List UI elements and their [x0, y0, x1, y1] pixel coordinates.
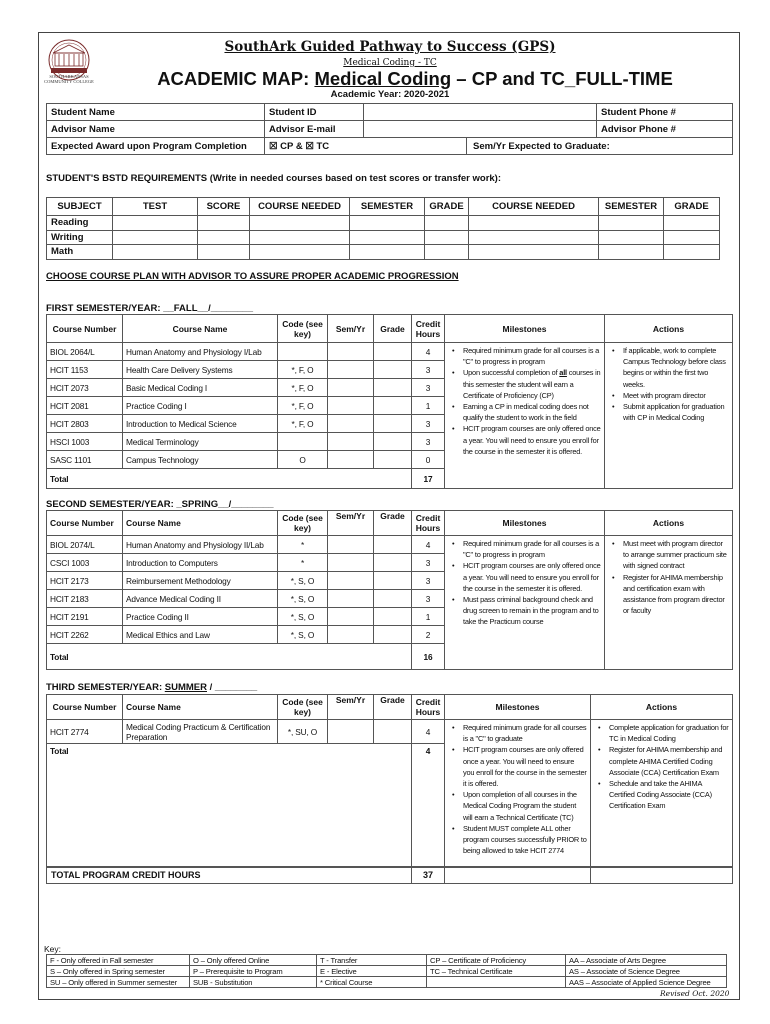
bstd-cell[interactable] — [664, 245, 720, 260]
course-code: *, F, O — [278, 415, 328, 433]
award-checkboxes[interactable]: ☒ CP & ☒ TC — [265, 138, 467, 155]
col-course-name: Course Name — [123, 315, 278, 343]
credit-hours: 4 — [412, 343, 445, 361]
credit-hours: 0 — [412, 451, 445, 469]
semyr-cell[interactable] — [328, 608, 374, 626]
course-name: Medical Ethics and Law — [123, 626, 278, 644]
bstd-cell[interactable] — [599, 216, 664, 231]
third-semester-term: SUMMER — [164, 682, 207, 693]
key-entry: SUB - Substitution — [190, 977, 317, 988]
college-logo-icon — [40, 38, 98, 96]
milestone-emphasis: all — [559, 368, 567, 378]
bstd-cell[interactable] — [113, 230, 198, 245]
key-entry: * Critical Course — [317, 977, 427, 988]
course-name: Reimbursement Methodology — [123, 572, 278, 590]
bstd-col-semester: SEMESTER — [350, 198, 425, 216]
grade-cell[interactable] — [374, 343, 412, 361]
col-course-number: Course Number — [47, 315, 123, 343]
credit-hours: 3 — [412, 554, 445, 572]
bstd-col-score: SCORE — [198, 198, 250, 216]
col-credit: Credit Hours — [412, 511, 445, 536]
course-name: Basic Medical Coding I — [123, 379, 278, 397]
student-phone-label: Student Phone # — [597, 104, 733, 121]
course-number: CSCI 1003 — [47, 554, 123, 572]
third-semester-label — [46, 682, 257, 693]
bstd-cell[interactable] — [599, 245, 664, 260]
course-code — [278, 343, 328, 361]
credit-hours: 3 — [412, 415, 445, 433]
action-item: • Schedule and take the AHIMA Certified Coding Associate (CCA) Certification Exam — [595, 778, 729, 812]
semyr-cell[interactable] — [328, 361, 374, 379]
academic-year: Academic Year: 2020-2021 — [330, 89, 450, 100]
course-code: *, SU, O — [278, 720, 328, 744]
key-entry: CP – Certificate of Proficiency — [427, 955, 566, 966]
col-credit: Credit Hours — [412, 315, 445, 343]
milestone-item: • Required minimum grade for all courses is a "C" to graduate — [449, 722, 587, 744]
second-semester-prefix: SECOND SEMESTER/YEAR: — [46, 499, 177, 510]
action-item: • If applicable, work to complete Campus Technology before class begins or within the first two weeks. — [609, 345, 729, 390]
logo-caption: SOUTHARKANSAS COMMUNITY COLLEGE — [44, 74, 94, 84]
action-item: • Complete application for graduation for TC in Medical Coding — [595, 722, 729, 744]
course-number: BIOL 2064/L — [47, 343, 123, 361]
bstd-cell[interactable] — [425, 230, 469, 245]
milestone-item: • Must pass criminal background check and drug screen to remain in the program and to take the Practicum course — [449, 594, 601, 628]
key-entry: E - Elective — [317, 966, 427, 977]
course-number: HCIT 2183 — [47, 590, 123, 608]
total-label: Total — [47, 644, 412, 670]
course-name: Practice Coding I — [123, 397, 278, 415]
col-milestones: Milestones — [445, 511, 605, 536]
map-prefix: ACADEMIC MAP: — [157, 68, 315, 89]
bstd-cell[interactable] — [113, 216, 198, 231]
semyr-cell[interactable] — [328, 536, 374, 554]
action-item: • Must meet with program director to arrange summer practicum site with signed contract — [609, 538, 729, 572]
col-course-name: Course Name — [123, 511, 278, 536]
milestone-item: • HCIT program courses are only offered once a year. You will need to ensure you enroll for the course in the semester it is offered. — [449, 744, 587, 789]
col-semyr: Sem/Yr — [328, 695, 374, 720]
bstd-cell[interactable] — [198, 216, 250, 231]
first-semester-term: __FALL__/________ — [163, 303, 253, 314]
course-code: *, S, O — [278, 626, 328, 644]
col-credit: Credit Hours — [412, 695, 445, 720]
bstd-cell[interactable] — [350, 245, 425, 260]
credit-hours: 3 — [412, 361, 445, 379]
total-credit: 16 — [412, 644, 445, 670]
milestone-text: courses in this semester the student will earn a Certificate of Proficiency (CP) — [463, 368, 601, 400]
semyr-cell[interactable] — [328, 590, 374, 608]
milestone-item: • Required minimum grade for all courses is a "C" to progress in program — [449, 345, 601, 367]
third-semester-year: / ________ — [207, 682, 258, 693]
key-entry: AA – Associate of Arts Degree — [566, 955, 727, 966]
bstd-subject: Reading — [47, 216, 113, 231]
key-table — [46, 954, 727, 988]
total-program-blank — [445, 867, 591, 884]
grade-cell[interactable] — [374, 590, 412, 608]
grade-cell[interactable] — [374, 554, 412, 572]
col-grade: Grade — [374, 315, 412, 343]
semyr-cell[interactable] — [328, 626, 374, 644]
col-code: Code (see key) — [278, 315, 328, 343]
program-subtitle: Medical Coding - TC — [343, 58, 437, 68]
first-milestones — [445, 343, 605, 489]
bstd-heading: STUDENT'S BSTD REQUIREMENTS (Write in needed courses based on test scores or transfer work): — [46, 173, 502, 184]
table-row — [47, 343, 733, 361]
first-actions — [605, 343, 733, 489]
key-entry: AS – Associate of Science Degree — [566, 966, 727, 977]
key-entry: SU – Only offered in Summer semester — [47, 977, 190, 988]
course-code: *, S, O — [278, 590, 328, 608]
bstd-col-test: TEST — [113, 198, 198, 216]
first-header-row — [47, 315, 733, 343]
col-actions: Actions — [605, 315, 733, 343]
action-item: • Register for AHIMA membership and complete AHIMA Certified Coding Associate (CCA) Certification Exam — [595, 744, 729, 778]
col-course-name: Course Name — [123, 695, 278, 720]
col-actions: Actions — [605, 511, 733, 536]
credit-hours: 4 — [412, 720, 445, 744]
course-code: O — [278, 451, 328, 469]
course-code — [278, 433, 328, 451]
bstd-subject: Writing — [47, 230, 113, 245]
bstd-cell[interactable] — [198, 230, 250, 245]
col-code: Code (see key) — [278, 511, 328, 536]
academic-map-title — [100, 68, 730, 90]
grade-cell[interactable] — [374, 397, 412, 415]
col-semyr: Sem/Yr — [328, 315, 374, 343]
credit-hours: 1 — [412, 608, 445, 626]
credit-hours: 1 — [412, 397, 445, 415]
key-entry: P – Prerequisite to Program — [190, 966, 317, 977]
bstd-col-course-needed-2: COURSE NEEDED — [469, 198, 599, 216]
course-name: Medical Coding Practicum & Certification Preparation — [123, 720, 278, 744]
key-entry: T - Transfer — [317, 955, 427, 966]
course-name: Human Anatomy and Physiology II/Lab — [123, 536, 278, 554]
credit-hours: 3 — [412, 433, 445, 451]
bstd-cell[interactable] — [599, 230, 664, 245]
bstd-cell[interactable] — [664, 230, 720, 245]
student-id-field[interactable] — [364, 104, 597, 121]
bstd-cell[interactable] — [664, 216, 720, 231]
bstd-cell[interactable] — [469, 245, 599, 260]
first-semester-table — [46, 314, 733, 489]
advisor-phone-label: Advisor Phone # — [597, 121, 733, 138]
semyr-cell[interactable] — [328, 433, 374, 451]
revised-date: Revised Oct. 2020 — [660, 989, 730, 998]
second-semester-table — [46, 510, 733, 670]
student-info-table — [46, 103, 733, 155]
milestone-item: • Earning a CP in medical coding does not qualify the student to work in the field — [449, 401, 601, 423]
bstd-row-writing — [47, 230, 720, 245]
credit-hours: 4 — [412, 536, 445, 554]
course-number: HCIT 1153 — [47, 361, 123, 379]
course-number: HCIT 2262 — [47, 626, 123, 644]
expected-award-label: Expected Award upon Program Completion — [47, 138, 265, 155]
bstd-cell[interactable] — [425, 216, 469, 231]
bstd-subject: Math — [47, 245, 113, 260]
grade-cell[interactable] — [374, 626, 412, 644]
bstd-col-subject: SUBJECT — [47, 198, 113, 216]
key-label: Key: — [44, 944, 62, 954]
bstd-col-course-needed: COURSE NEEDED — [250, 198, 350, 216]
key-entry: F - Only offered in Fall semester — [47, 955, 190, 966]
course-code: *, S, O — [278, 608, 328, 626]
semyr-cell[interactable] — [328, 379, 374, 397]
advisor-email-field[interactable] — [364, 121, 597, 138]
milestone-item: • Required minimum grade for all courses is a "C" to progress in program — [449, 538, 601, 560]
semyr-cell[interactable] — [328, 415, 374, 433]
semyr-cell[interactable] — [328, 397, 374, 415]
choose-plan-note — [46, 271, 459, 282]
bstd-cell[interactable] — [198, 245, 250, 260]
key-entry: S – Only offered in Spring semester — [47, 966, 190, 977]
credit-hours: 2 — [412, 626, 445, 644]
sem-yr-graduate-label: Sem/Yr Expected to Graduate: — [467, 138, 733, 155]
course-code: *, S, O — [278, 572, 328, 590]
col-semyr: Sem/Yr — [328, 511, 374, 536]
bstd-header-row — [47, 198, 720, 216]
bstd-cell[interactable] — [250, 245, 350, 260]
bstd-row-math — [47, 245, 720, 260]
bstd-table — [46, 197, 720, 260]
total-program-blank — [591, 867, 733, 884]
course-number: HCIT 2774 — [47, 720, 123, 744]
course-name: Campus Technology — [123, 451, 278, 469]
course-number: BIOL 2074/L — [47, 536, 123, 554]
second-actions — [605, 536, 733, 670]
col-milestones: Milestones — [445, 315, 605, 343]
course-code: * — [278, 554, 328, 572]
bstd-col-grade-2: GRADE — [664, 198, 720, 216]
grade-cell[interactable] — [374, 415, 412, 433]
semyr-cell[interactable] — [328, 343, 374, 361]
col-code: Code (see key) — [278, 695, 328, 720]
grade-cell[interactable] — [374, 536, 412, 554]
course-code: *, F, O — [278, 397, 328, 415]
course-name: Advance Medical Coding II — [123, 590, 278, 608]
bstd-cell[interactable] — [250, 216, 350, 231]
total-credit: 17 — [412, 469, 445, 489]
col-milestones: Milestones — [445, 695, 591, 720]
course-code: * — [278, 536, 328, 554]
course-name: Medical Terminology — [123, 433, 278, 451]
bstd-cell[interactable] — [350, 230, 425, 245]
third-semester-prefix: THIRD SEMESTER/YEAR: — [46, 682, 165, 693]
course-name: Human Anatomy and Physiology I/Lab — [123, 343, 278, 361]
bstd-cell[interactable] — [469, 230, 599, 245]
key-row — [47, 977, 727, 988]
advisor-name-label: Advisor Name — [47, 121, 265, 138]
key-row — [47, 966, 727, 977]
course-number: HCIT 2073 — [47, 379, 123, 397]
first-semester-prefix: FIRST SEMESTER/YEAR: — [46, 303, 164, 314]
course-name: Health Care Delivery Systems — [123, 361, 278, 379]
first-semester-label — [46, 303, 253, 314]
action-item: • Meet with program director — [609, 390, 729, 401]
total-program-table — [46, 866, 733, 884]
key-entry — [427, 977, 566, 988]
second-header-row — [47, 511, 733, 536]
action-item: • Submit application for graduation with CP in Medical Coding — [609, 401, 729, 423]
col-grade: Grade — [374, 695, 412, 720]
course-code: *, F, O — [278, 379, 328, 397]
advisor-email-label: Advisor E-mail — [265, 121, 364, 138]
grade-cell[interactable] — [374, 608, 412, 626]
choose-plan-text: CHOOSE COURSE PLAN WITH ADVISOR TO ASSURE PROPER ACADEMIC PROGRESSION — [46, 271, 459, 282]
second-milestones — [445, 536, 605, 670]
course-number: HCIT 2081 — [47, 397, 123, 415]
action-item: • Register for AHIMA membership and certification exam with assistance from program director or faculty — [609, 572, 729, 617]
milestone-item: • HCIT program courses are only offered once a year. You will need to ensure you enroll for the course in the semester it is offered. — [449, 423, 601, 457]
milestone-item: • Upon completion of all courses in the Medical Coding Program the student will earn a Technical Certificate (TC) — [449, 789, 587, 823]
key-row — [47, 955, 727, 966]
course-number: HSCI 1003 — [47, 433, 123, 451]
milestone-text: Upon successful completion of — [463, 368, 560, 378]
bstd-row-reading — [47, 216, 720, 231]
bstd-cell[interactable] — [350, 216, 425, 231]
course-name: Practice Coding II — [123, 608, 278, 626]
semyr-cell[interactable] — [328, 451, 374, 469]
total-program-value: 37 — [412, 867, 445, 884]
col-actions: Actions — [591, 695, 733, 720]
bstd-cell[interactable] — [425, 245, 469, 260]
credit-hours: 3 — [412, 379, 445, 397]
credit-hours: 3 — [412, 572, 445, 590]
student-id-label: Student ID — [265, 104, 364, 121]
credit-hours: 3 — [412, 590, 445, 608]
third-semester-table — [46, 694, 733, 868]
bstd-cell[interactable] — [469, 216, 599, 231]
table-row — [47, 536, 733, 554]
semyr-cell[interactable] — [328, 572, 374, 590]
course-code: *, F, O — [278, 361, 328, 379]
course-name: Introduction to Computers — [123, 554, 278, 572]
grade-cell[interactable] — [374, 379, 412, 397]
table-row — [47, 720, 733, 744]
total-label: Total — [47, 744, 412, 868]
bstd-col-semester-2: SEMESTER — [599, 198, 664, 216]
col-course-number: Course Number — [47, 511, 123, 536]
total-program-row — [47, 867, 733, 884]
grade-cell[interactable] — [374, 433, 412, 451]
grade-cell[interactable] — [374, 720, 412, 744]
semyr-cell[interactable] — [328, 554, 374, 572]
milestone-item: • Student MUST complete ALL other program courses successfully PRIOR to being allowed to take HCIT 2774 — [449, 823, 587, 857]
student-name-label: Student Name — [47, 104, 265, 121]
second-semester-label — [46, 499, 274, 510]
third-milestones — [445, 720, 591, 868]
total-label: Total — [47, 469, 412, 489]
course-name: Introduction to Medical Science — [123, 415, 278, 433]
course-number: HCIT 2173 — [47, 572, 123, 590]
bstd-col-grade: GRADE — [425, 198, 469, 216]
key-entry: TC – Technical Certificate — [427, 966, 566, 977]
grade-cell[interactable] — [374, 572, 412, 590]
map-suffix: – CP and TC_FULL-TIME — [451, 68, 673, 89]
col-grade: Grade — [374, 511, 412, 536]
third-actions — [591, 720, 733, 868]
milestone-item — [449, 367, 601, 401]
bstd-cell[interactable] — [250, 230, 350, 245]
key-entry: O – Only offered Online — [190, 955, 317, 966]
col-course-number: Course Number — [47, 695, 123, 720]
grade-cell[interactable] — [374, 361, 412, 379]
third-header-row — [47, 695, 733, 720]
semyr-cell[interactable] — [328, 720, 374, 744]
course-number: HCIT 2191 — [47, 608, 123, 626]
milestone-item: • HCIT program courses are only offered once a year. You will need to ensure you enroll for the course in the semester it is offered. — [449, 560, 601, 594]
course-number: SASC 1101 — [47, 451, 123, 469]
program-title: SouthArk Guided Pathway to Success (GPS) — [224, 39, 556, 55]
key-entry: AAS – Associate of Applied Science Degree — [566, 977, 727, 988]
total-credit: 4 — [412, 744, 445, 868]
course-number: HCIT 2803 — [47, 415, 123, 433]
bstd-cell[interactable] — [113, 245, 198, 260]
second-semester-term: _SPRING__/________ — [176, 499, 274, 510]
total-program-label: TOTAL PROGRAM CREDIT HOURS — [47, 867, 412, 884]
grade-cell[interactable] — [374, 451, 412, 469]
map-program: Medical Coding — [314, 68, 452, 89]
